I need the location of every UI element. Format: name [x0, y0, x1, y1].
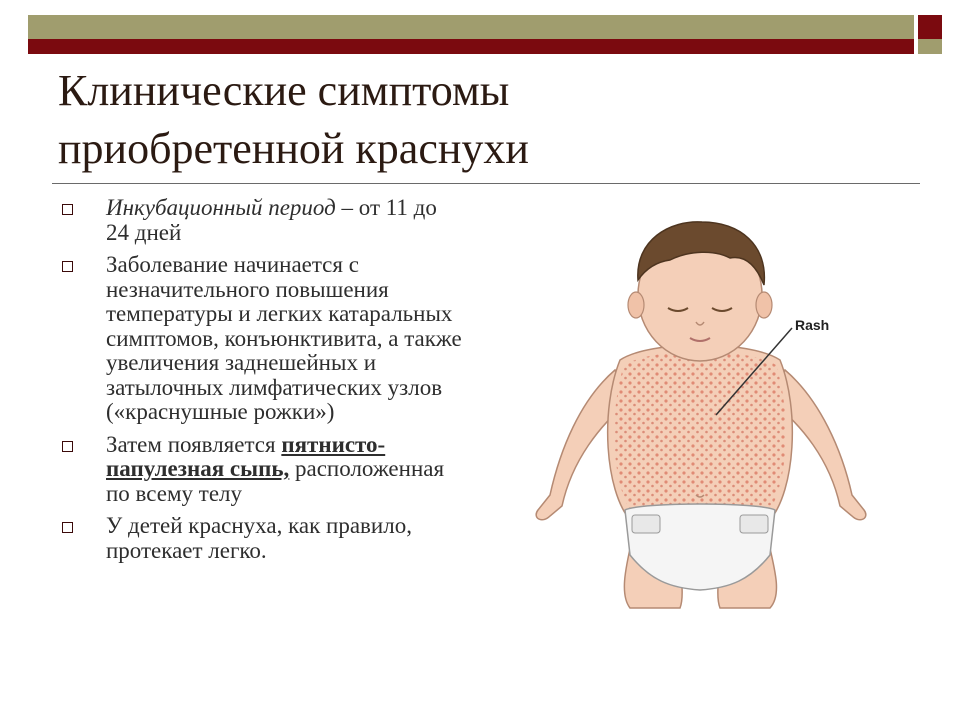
rash-label: Rash [795, 317, 830, 333]
square-bullet-icon [62, 441, 73, 452]
square-bullet-icon [62, 522, 73, 533]
header-bar-maroon [28, 39, 914, 54]
header-bar-olive [28, 15, 914, 39]
bullet-item-incubation [62, 196, 462, 245]
square-bullet-icon [62, 261, 73, 272]
title-divider [52, 183, 920, 184]
incubation-text: – от 11 до 24 дней [106, 195, 437, 245]
rash-text-before: Затем появляется [106, 431, 282, 457]
bullet-item-onset [62, 253, 462, 425]
onset-text: Заболевание начинается с незначительного повышения температуры и легких катаральных симптомов, конъюнктивита, а также увеличения заднешейных и затылочных лимфатических узлов («краснушные рожки») [106, 252, 462, 424]
square-bullet-icon [62, 204, 73, 215]
header-square-maroon [918, 15, 942, 39]
bullet-item-rash [62, 433, 462, 507]
header-square-olive [918, 39, 942, 54]
bullet-item-children [62, 514, 462, 563]
slide-title-line-2: приобретенной краснухи [58, 124, 529, 173]
slide-title [58, 62, 758, 178]
rash-text-after: расположенная по всему телу [106, 456, 445, 506]
incubation-term: Инкубационный период [106, 195, 336, 220]
slide-title-line-1: Клинические симптомы [58, 66, 510, 115]
bullet-list [62, 196, 462, 571]
infant-rash-illustration-icon [520, 210, 880, 610]
rash-term: пятнисто-папулезная сыпь, [106, 431, 386, 481]
children-text: У детей краснуха, как правило, протекает легко. [106, 513, 412, 563]
